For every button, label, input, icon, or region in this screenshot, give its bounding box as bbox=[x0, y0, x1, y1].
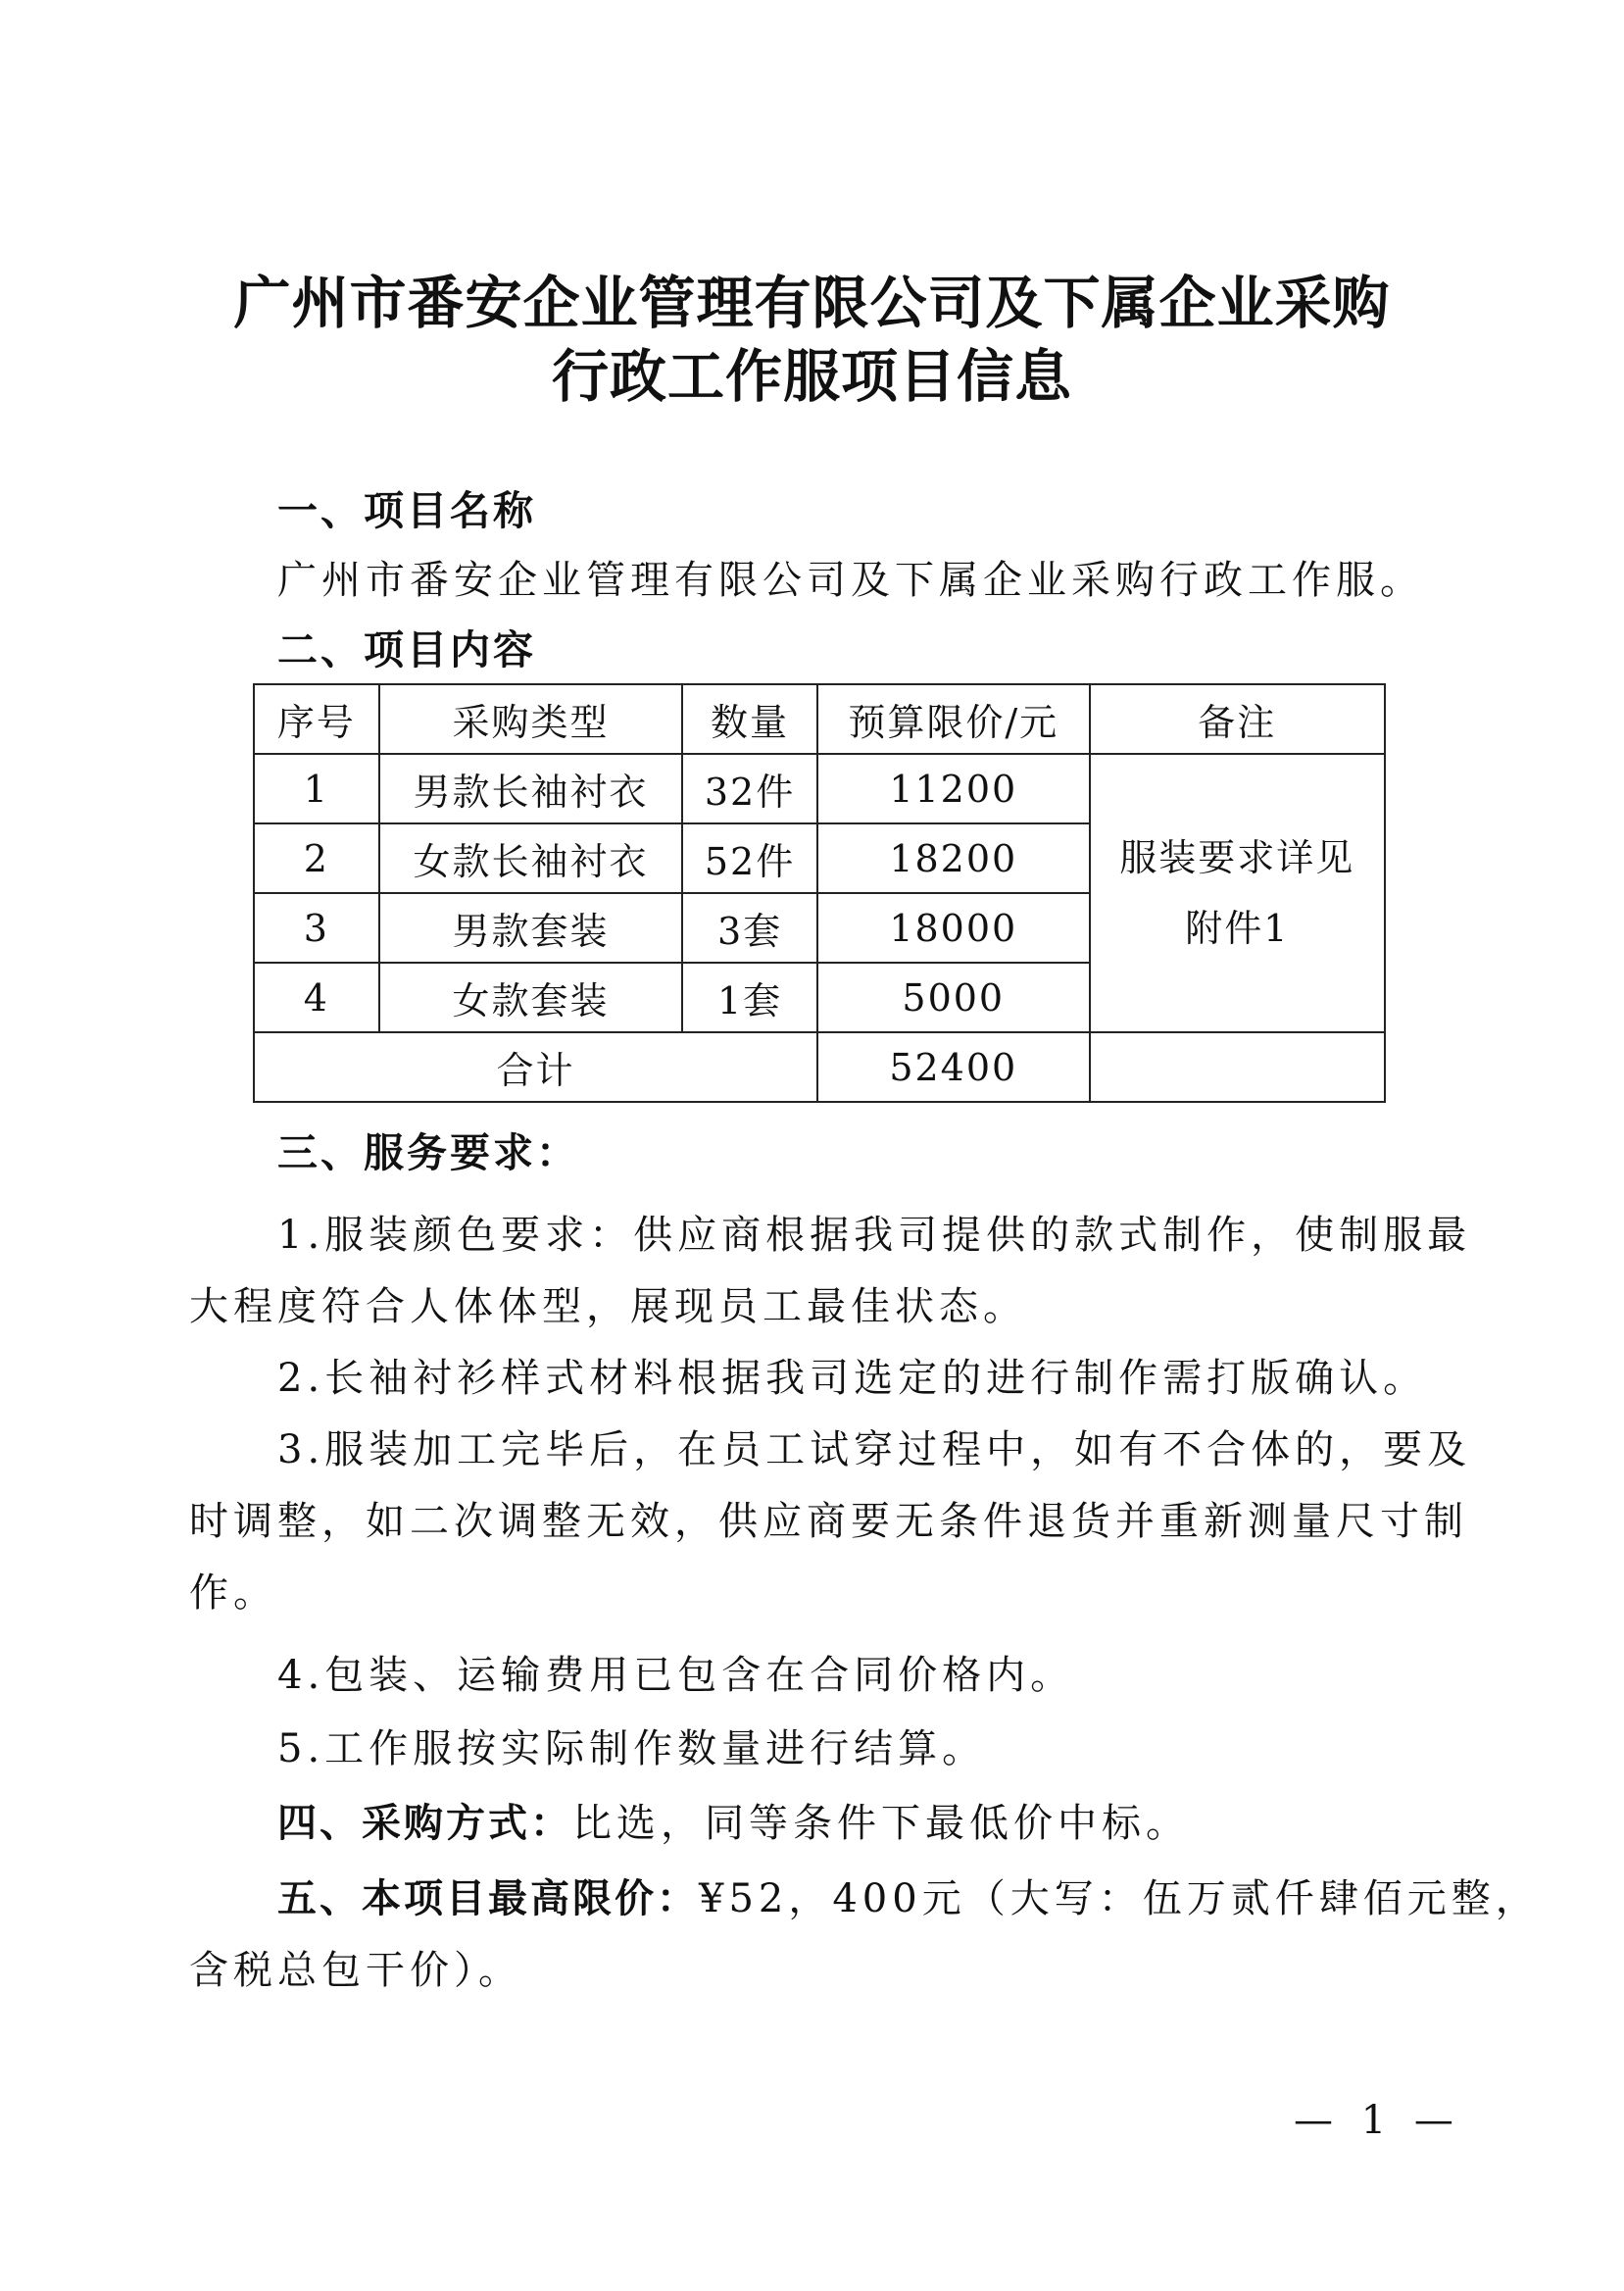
header-price: 预算限价/元 bbox=[817, 684, 1090, 754]
cell-price: 11200 bbox=[817, 754, 1090, 823]
header-remark: 备注 bbox=[1090, 684, 1385, 754]
section5-heading: 五、本项目最高限价： bbox=[277, 1875, 699, 1921]
cell-type: 男款套装 bbox=[379, 893, 682, 963]
cell-price: 18000 bbox=[817, 893, 1090, 963]
doc-title-line2: 行政工作服项目信息 bbox=[551, 343, 1072, 410]
cell-remark bbox=[1090, 754, 1385, 1032]
doc-title-line1: 广州市番安企业管理有限公司及下属企业采购 bbox=[233, 270, 1391, 336]
section5-line bbox=[277, 1868, 1540, 1923]
section5-text-line2: 含税总包干价）。 bbox=[189, 1948, 522, 1993]
header-qty: 数量 bbox=[682, 684, 817, 754]
section2-heading: 二、项目内容 bbox=[277, 626, 536, 673]
requirement-3-line3: 作。 bbox=[189, 1570, 277, 1616]
table-total-row bbox=[254, 1032, 1385, 1102]
section1-heading: 一、项目名称 bbox=[277, 487, 536, 534]
requirement-3-line1: 3.服装加工完毕后，在员工试穿过程中，如有不合体的，要及 bbox=[277, 1427, 1472, 1472]
requirement-2: 2.长袖衬衫样式材料根据我司选定的进行制作需打版确认。 bbox=[277, 1356, 1428, 1401]
header-no: 序号 bbox=[254, 684, 379, 754]
cell-qty: 3套 bbox=[682, 893, 817, 963]
section4-line bbox=[277, 1792, 1190, 1848]
cell-price: 18200 bbox=[817, 823, 1090, 893]
total-value: 52400 bbox=[817, 1032, 1090, 1102]
section4-heading: 四、采购方式： bbox=[277, 1800, 572, 1846]
remark-line1: 服装要求详见 bbox=[1119, 836, 1355, 879]
total-remark bbox=[1090, 1032, 1385, 1102]
requirement-4: 4.包装、运输费用已包含在合同价格内。 bbox=[277, 1653, 1075, 1698]
cell-no: 1 bbox=[254, 754, 379, 823]
cell-qty: 52件 bbox=[682, 823, 817, 893]
cell-price: 5000 bbox=[817, 963, 1090, 1032]
cell-no: 2 bbox=[254, 823, 379, 893]
cell-type: 女款套装 bbox=[379, 963, 682, 1032]
requirement-1-line2: 大程度符合人体体型，展现员工最佳状态。 bbox=[189, 1284, 1027, 1329]
cell-no: 4 bbox=[254, 963, 379, 1032]
requirement-5: 5.工作服按实际制作数量进行结算。 bbox=[277, 1726, 987, 1771]
requirement-1-line1: 1.服装颜色要求：供应商根据我司提供的款式制作，使制服最 bbox=[277, 1213, 1472, 1258]
cell-type: 男款长袖衬衣 bbox=[379, 754, 682, 823]
section3-heading: 三、服务要求： bbox=[277, 1129, 579, 1176]
remark-line2: 附件1 bbox=[1185, 907, 1290, 950]
table-row bbox=[254, 754, 1385, 823]
items-table bbox=[253, 683, 1386, 1103]
cell-no: 3 bbox=[254, 893, 379, 963]
section5-text: ¥52，400元（大写：伍万贰仟肆佰元整， bbox=[699, 1876, 1540, 1921]
cell-qty: 32件 bbox=[682, 754, 817, 823]
header-type: 采购类型 bbox=[379, 684, 682, 754]
requirement-3-line2: 时调整，如二次调整无效，供应商要无条件退货并重新测量尺寸制 bbox=[189, 1499, 1468, 1544]
page-number: — 1 — bbox=[1294, 2098, 1461, 2143]
cell-type: 女款长袖衬衣 bbox=[379, 823, 682, 893]
table-header-row bbox=[254, 684, 1385, 754]
cell-qty: 1套 bbox=[682, 963, 817, 1032]
section1-text: 广州市番安企业管理有限公司及下属企业采购行政工作服。 bbox=[277, 558, 1424, 603]
total-label: 合计 bbox=[254, 1032, 817, 1102]
section4-text: 比选，同等条件下最低价中标。 bbox=[572, 1801, 1190, 1846]
